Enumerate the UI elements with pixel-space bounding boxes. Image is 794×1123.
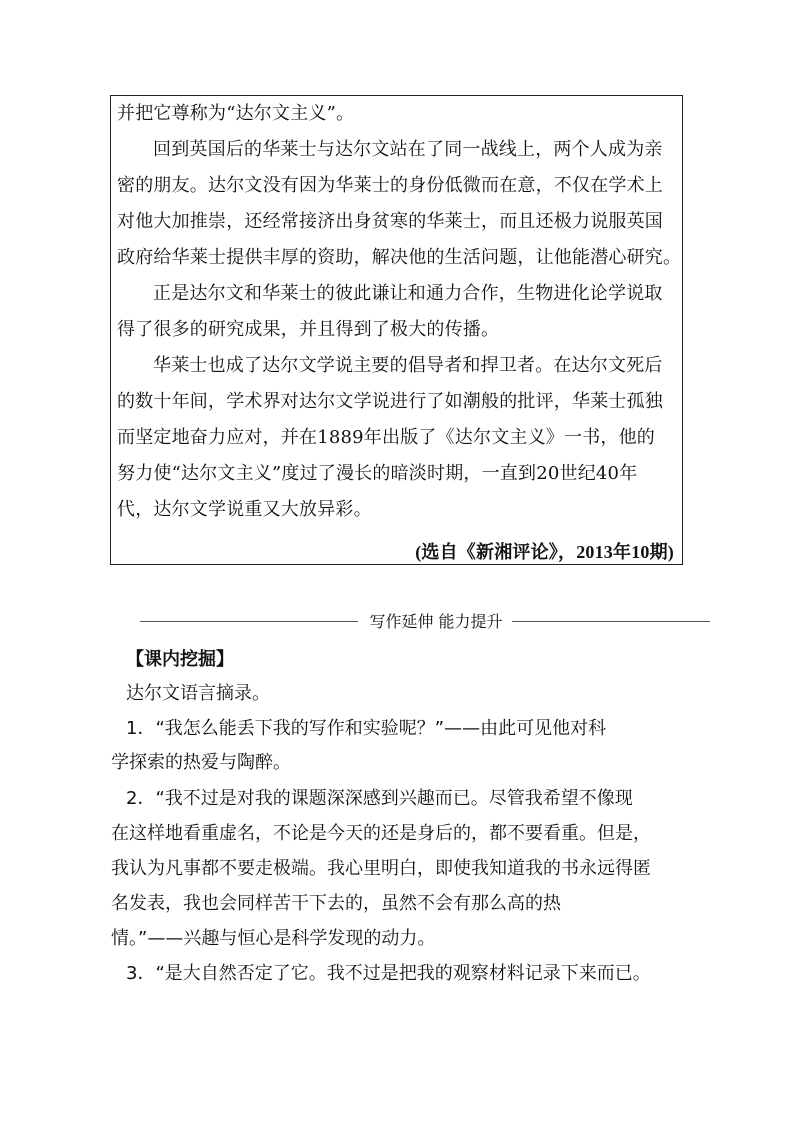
excerpt-line: 努力使“达尔文主义”度过了漫长的暗淡时期，一直到20世纪40年 bbox=[117, 463, 638, 484]
excerpt-box bbox=[110, 95, 683, 565]
section-heading: 【课内挖掘】 bbox=[126, 649, 234, 670]
body-line: 学探索的热爱与陶醉。 bbox=[111, 752, 291, 773]
section-divider bbox=[0, 610, 794, 634]
body-line: 名发表，我也会同样苦干下去的，虽然不会有那么高的热 bbox=[111, 893, 561, 914]
body-line: 2．“我不过是对我的课题深深感到兴趣而已。尽管我希望不像现 bbox=[126, 788, 633, 809]
excerpt-line: 并把它尊称为“达尔文主义”。 bbox=[117, 103, 355, 124]
excerpt-line: 回到英国后的华莱士与达尔文站在了同一战线上，两个人成为亲 bbox=[153, 139, 663, 160]
excerpt-line: 正是达尔文和华莱士的彼此谦让和通力合作，生物进化论学说取 bbox=[153, 283, 663, 304]
body-line: 我认为凡事都不要走极端。我心里明白，即使我知道我的书永远得匿 bbox=[111, 858, 651, 879]
excerpt-line: 而坚定地奋力应对，并在1889年出版了《达尔文主义》一书，他的 bbox=[117, 427, 656, 448]
source-citation: (选自《新湘评论》，2013年10期) bbox=[415, 542, 674, 562]
body-line: 达尔文语言摘录。 bbox=[126, 683, 270, 704]
excerpt-line: 代，达尔文学说重又大放异彩。 bbox=[117, 499, 372, 520]
excerpt-line: 华莱士也成了达尔文学说主要的倡导者和捍卫者。在达尔文死后 bbox=[153, 355, 663, 376]
body-line: 3．“是大自然否定了它。我不过是把我的观察材料记录下来而已。 bbox=[126, 963, 651, 984]
excerpt-line: 对他大加推崇，还经常接济出身贫寒的华莱士，而且还极力说服英国 bbox=[117, 211, 663, 232]
excerpt-line: 政府给华莱士提供丰厚的资助，解决他的生活问题，让他能潜心研究。 bbox=[117, 247, 682, 268]
body-line: 1．“我怎么能丢下我的写作和实验呢？”——由此可见他对科 bbox=[126, 718, 607, 739]
excerpt-line: 密的朋友。达尔文没有因为华莱士的身份低微而在意，不仅在学术上 bbox=[117, 175, 663, 196]
excerpt-line: 的数十年间，学术界对达尔文学说进行了如潮般的批评，华莱士孤独 bbox=[117, 391, 663, 412]
divider-line-right bbox=[512, 621, 710, 622]
body-line: 情。”——兴趣与恒心是科学发现的动力。 bbox=[111, 928, 436, 949]
excerpt-line: 得了很多的研究成果，并且得到了极大的传播。 bbox=[117, 319, 500, 340]
divider-line-left bbox=[140, 621, 358, 622]
divider-label: 写作延伸 能力提升 bbox=[369, 612, 503, 631]
body-line: 在这样地看重虚名，不论是今天的还是身后的，都不要看重。但是， bbox=[111, 823, 651, 844]
